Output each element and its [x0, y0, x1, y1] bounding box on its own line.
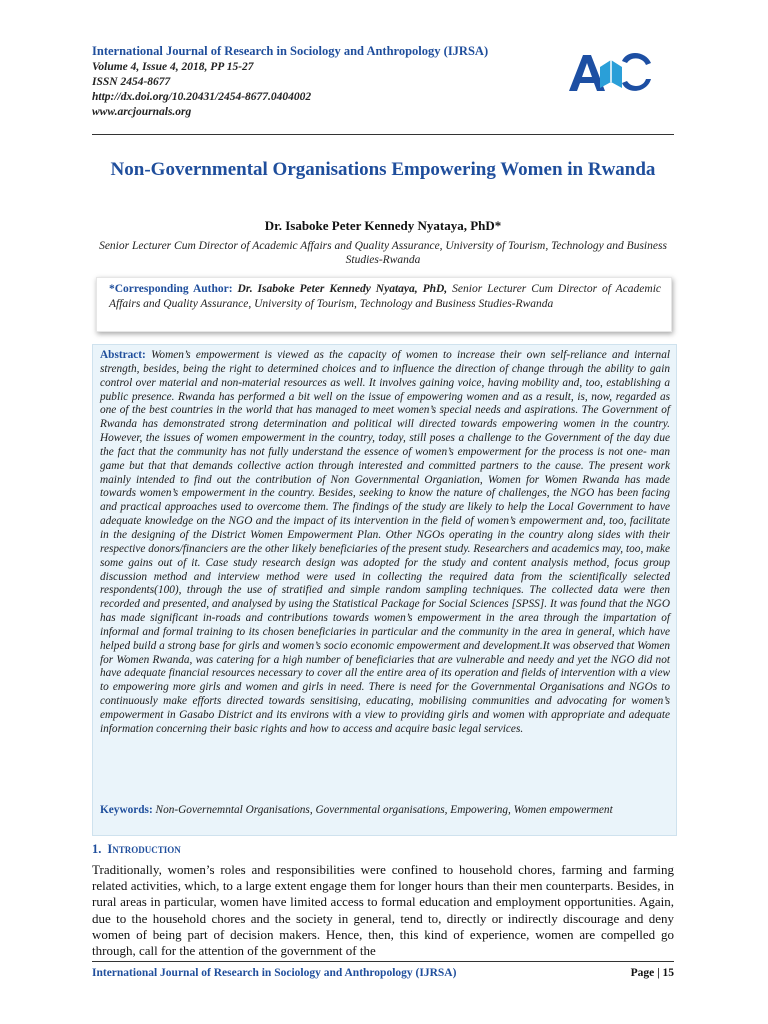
journal-title: International Journal of Research in Sociology and Anthropology (IJRSA)	[92, 44, 489, 58]
footer-journal-title: International Journal of Research in Sociology and Anthropology (IJRSA)	[92, 967, 457, 979]
section-heading-introduction	[92, 842, 181, 857]
author-name: Dr. Isaboke Peter Kennedy Nyataya, PhD*	[264, 218, 502, 233]
corresponding-author-name: Dr. Isaboke Peter Kennedy Nyataya, PhD,	[237, 283, 448, 295]
header-divider	[92, 134, 674, 135]
arc-logo	[567, 41, 657, 96]
section-title: Introduction	[107, 842, 181, 856]
corresponding-author-text	[109, 282, 661, 311]
keywords	[100, 803, 670, 817]
journal-issn: ISSN 2454-8677	[92, 76, 171, 88]
footer-divider	[92, 961, 674, 962]
corresponding-author-box	[96, 277, 672, 332]
journal-header	[92, 43, 562, 120]
page-number: Page | 15	[630, 967, 674, 979]
logo-letter-c	[622, 53, 651, 91]
author-affiliation: Senior Lecturer Cum Director of Academic Affairs and Quality Assurance, University of Tourism, Technology and Business Studies-Rwanda	[99, 240, 667, 266]
paper-title: Non-Governmental Organisations Empowering Women in Rwanda	[110, 159, 656, 180]
introduction-body: Traditionally, women’s roles and responsibilities were confined to household chores, farming and farming related activities, which, to a large extent engage them for longer hours than their men counterparts. Besides, in rural areas in particular, women have limited access to formal education and employment opportunities. Again, due to the household chores and the society in general, tend to, directly or indirectly discourage and deny women of being part of decision makers. Hence, then, this kind of experience, women are compelled go through, call for the attention of the government of the	[92, 862, 674, 959]
abstract-box	[92, 344, 677, 836]
keywords-body: Non-Governemntal Organisations, Governmental organisations, Empowering, Women empowerment	[155, 804, 613, 816]
journal-volume: Volume 4, Issue 4, 2018, PP 15-27	[92, 61, 254, 73]
corresponding-author-label: *Corresponding Author:	[109, 283, 233, 295]
journal-website[interactable]: www.arcjournals.org	[92, 106, 192, 118]
abstract	[100, 349, 670, 737]
corresponding-author-details: Senior Lecturer Cum Director of Academic Affairs and Quality Assurance, University of Tourism, Technology and Business Studies-Rwanda	[109, 283, 662, 310]
abstract-body: Women’s empowerment is viewed as the capacity of women to increase their own self-reliance and internal strength, besides, being the right to determined choices and to influence the direction of change through the ability to gain control over material and non-material resources as well. It involves gaining voice, having mobility and, too, establishing a public presence. Rwanda has performed a bit well on the issue of empowering women and as a result, is, now, regarded as one of the best countries in the world that has managed to meet women’s special needs and aspirations. The Government of Rwanda has demonstrated strong determination and political will directed towards empowering women in the country. However, the issues of women empowerment in the country, today, still poses a challenge to the Government of the day due the fact that the community has not fully understand the essence of women’s empowerment for the process is not one- man game but that that demands collective action through interested and committed partners to the cause. The present work mainly intended to find out the contribution of Non Governmental Organiation, Women for Women Rwanda has made towards women’s empowerment in the country. Besides, seeking to know the nature of challenges, the NGO has been facing and practical approaches used to overcome them. The findings of the study are likely to help the Local Government to have adequate knowledge on the NGO and the impact of its intervention in the field of women’s empowerment and, too, facilitate in the designing of the District Women Empowerment Plan. Other NGOs operating in the country along sides with their respective donors/financiers are the other likely beneficiaries of the present study. Researchers and academics may, too, make some gains out of it. Case study research design was adopted for the study and content analysis method, focus group discussion method and interview method were used in collecting the required data from the scientifically selected respondents(100), through the use of stratified and simple random sampling techniques. The collected data were then recorded and presented, and analysed by using the Statistical Package for Social Sciences [SPSS]. It was found that the NGO has made significant in-roads and contributions towards women’s empowerment in the area through the impartation of informal and formal training to its chosen beneficiaries in particular and the community in the area in general, which have helped build a strong base for girls and women’s socio economic empowerment and development.It was observed that Women for Women Rwanda, was catering for a high number of beneficiaries that are vulnerable and needy and yet the NGO did not have adequate financial resources necessary to cover all the entire area of its operation and fields of intervention with a view to empowering more girls and women and girls in need. There is need for the Governmental Organisations and NGOs to continuously make efforts directed towards sensitising, educating, mobilising communities and advocating for women’s empowerment in Gasabo District and its environs with a view to providing girls and women with appropriate and adequate information concerning their basic rights and how to access and acquire basic legal services.	[100, 349, 670, 735]
abstract-label: Abstract:	[100, 349, 146, 361]
journal-doi[interactable]: http://dx.doi.org/10.20431/2454-8677.0404002	[92, 91, 312, 103]
logo-text: ARC	[610, 95, 614, 96]
section-number: 1.	[92, 842, 102, 856]
keywords-label: Keywords:	[100, 804, 153, 816]
logo-letter-a	[569, 55, 605, 91]
